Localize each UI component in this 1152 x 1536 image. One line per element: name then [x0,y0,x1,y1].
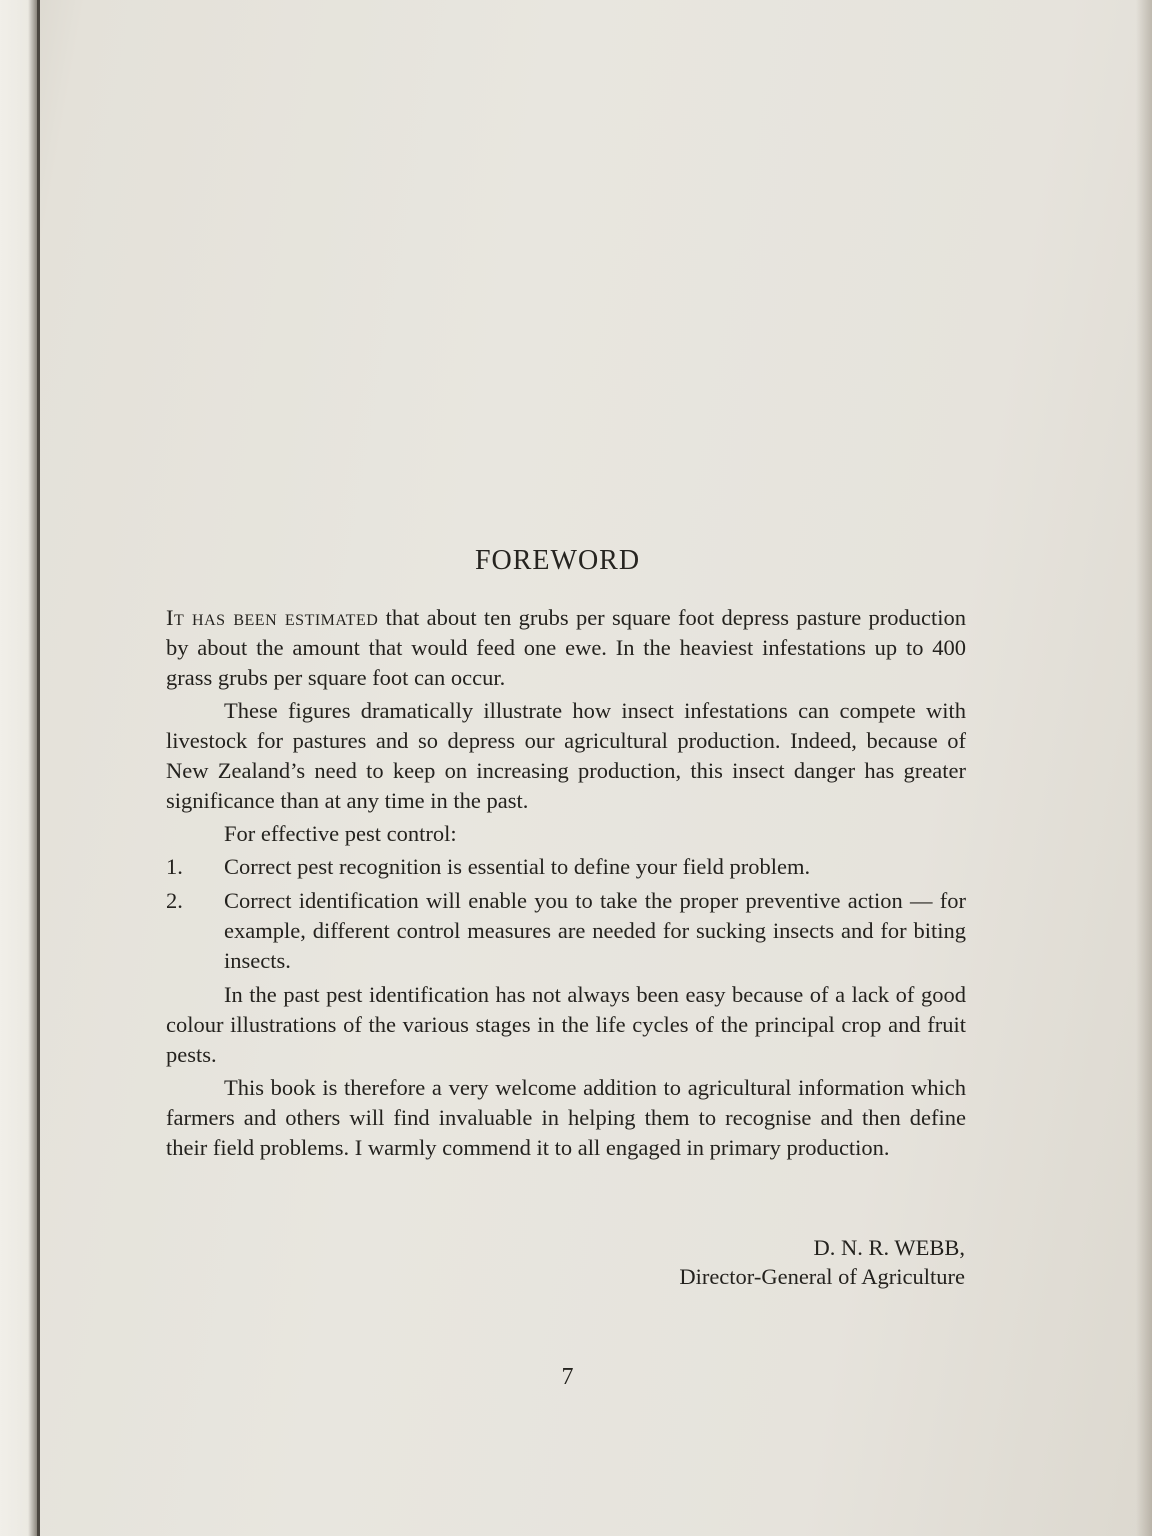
paragraph-1-text: that about ten grubs per square foot depress pasture production by about the amount that would feed one ewe. In the heaviest infestations up to 400 grass grubs per square foot can occur. [166,605,966,690]
left-page-edge [0,0,40,1536]
paragraph-2: These figures dramatically illustrate how insect infestations can compete with livestock for pastures and so depress our agricultural production. Indeed, because of New Zealand’s need to keep on increasing production, this insect danger has greater significance than at any time in the past. [166,698,966,813]
signature-title: Director-General of Agriculture [679,1264,965,1289]
opening-smallcaps: It has been estimated [166,605,379,630]
right-page-shadow [1136,0,1152,1536]
paragraph-5: This book is therefore a very welcome addition to agricultural information which farmers and others will find invaluable in helping them to recognise and then define their field problems. I warmly commend it to all engaged in primary production. [166,1075,966,1160]
page-title: FOREWORD [474,545,641,576]
foreword-body [166,603,966,1166]
page-number: 7 [561,1364,574,1390]
paragraph-3: For effective pest control: [224,821,457,846]
list-item [166,886,966,976]
list-text: Correct pest recognition is essential to define your field problem. [224,854,811,879]
list-item [166,852,966,882]
list-number: 2. [166,888,183,913]
signature-name: D. N. R. WEBB, [813,1235,965,1260]
paragraph-4: In the past pest identification has not always been easy because of a lack of good colour illustrations of the various stages in the life cycles of the principal crop and fruit pests. [166,982,966,1067]
list-number: 1. [166,854,183,879]
paragraph-1 [166,603,966,693]
list-text: Correct identification will enable you to take the proper preventive action — for example, different control measures are needed for sucking insects and for biting insects. [224,888,966,973]
